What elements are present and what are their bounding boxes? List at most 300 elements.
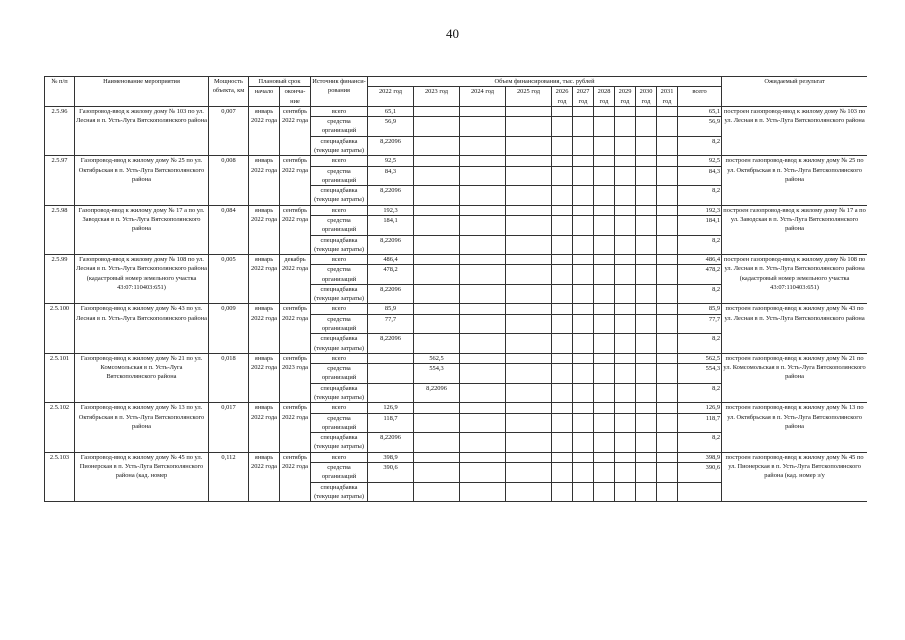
row-start: январь 2022 года	[249, 106, 280, 155]
row-year-cell	[594, 433, 615, 453]
row-year-cell	[636, 462, 657, 482]
row-total-sum: 77,7	[678, 314, 722, 334]
header-year: 2029 год	[615, 87, 636, 107]
row-year-cell	[657, 314, 678, 334]
row-year-cell	[636, 304, 657, 314]
row-year-cell	[636, 136, 657, 156]
row-year-cell: 56,9	[368, 117, 414, 137]
row-year-cell	[573, 433, 594, 453]
row-year-cell	[573, 452, 594, 462]
row-year-cell	[414, 403, 460, 413]
row-total-sum: 126,9	[678, 403, 722, 413]
row-year-cell	[573, 413, 594, 433]
row-year-cell	[615, 314, 636, 334]
row-capacity: 0,007	[209, 106, 249, 155]
row-year-cell	[636, 106, 657, 116]
row-year-cell	[573, 136, 594, 156]
row-year-cell: 192,3	[368, 205, 414, 215]
row-year-cell	[506, 166, 552, 186]
row-end: сентябрь 2022 года	[280, 304, 311, 353]
row-year-cell	[573, 117, 594, 137]
header-year: 2025 год	[506, 87, 552, 107]
row-year-cell	[460, 136, 506, 156]
row-end: сентябрь 2022 года	[280, 205, 311, 254]
row-year-cell	[414, 452, 460, 462]
row-year-cell	[552, 117, 573, 137]
row-name: Газопровод-ввод к жилому дому № 43 по ул. Лесная в п. Усть-Луга Вятскополянского района	[75, 304, 209, 353]
row-year-cell	[460, 383, 506, 403]
row-year-cell	[573, 403, 594, 413]
row-year-cell	[615, 413, 636, 433]
row-year-cell	[506, 314, 552, 334]
row-year-cell	[460, 334, 506, 354]
row-year-cell	[460, 186, 506, 206]
row-total-sum: 8,2	[678, 186, 722, 206]
row-year-cell	[657, 353, 678, 363]
row-year-cell	[506, 334, 552, 354]
header-source: Источник финанси-рования	[311, 77, 368, 107]
row-end: сентябрь 2022 года	[280, 156, 311, 205]
row-year-cell	[615, 117, 636, 137]
row-year-cell	[460, 205, 506, 215]
row-year-cell	[657, 364, 678, 384]
row-capacity: 0,017	[209, 403, 249, 452]
row-year-cell	[615, 304, 636, 314]
row-year-cell	[552, 462, 573, 482]
row-source-spec: спецнадбавка (текущие затраты)	[311, 186, 368, 206]
row-start: январь 2022 года	[249, 255, 280, 304]
row-year-cell	[552, 156, 573, 166]
row-year-cell	[636, 205, 657, 215]
row-year-cell	[573, 304, 594, 314]
row-year-cell	[573, 205, 594, 215]
row-year-cell	[636, 284, 657, 304]
row-year-cell	[657, 166, 678, 186]
row-number: 2.5.102	[45, 403, 75, 452]
row-year-cell	[615, 186, 636, 206]
row-year-cell	[414, 156, 460, 166]
row-year-cell: 8,22096	[368, 186, 414, 206]
row-year-cell	[552, 136, 573, 156]
row-year-cell	[594, 235, 615, 255]
row-end: сентябрь 2022 года	[280, 106, 311, 155]
row-year-cell	[657, 383, 678, 403]
row-year-cell	[657, 433, 678, 453]
row-year-cell	[414, 106, 460, 116]
row-year-cell	[594, 304, 615, 314]
row-year-cell: 184,1	[368, 215, 414, 235]
row-year-cell	[636, 166, 657, 186]
row-year-cell	[615, 462, 636, 482]
row-source-org: средства организаций	[311, 462, 368, 482]
row-year-cell: 8,22096	[368, 235, 414, 255]
row-year-cell	[573, 265, 594, 285]
row-source-org: средства организаций	[311, 166, 368, 186]
row-year-cell	[460, 117, 506, 137]
row-year-cell	[368, 482, 414, 502]
row-year-cell	[506, 353, 552, 363]
row-capacity: 0,005	[209, 255, 249, 304]
row-year-cell	[414, 186, 460, 206]
row-year-cell	[573, 353, 594, 363]
row-total-sum: 85,9	[678, 304, 722, 314]
row-year-cell	[636, 314, 657, 334]
row-year-cell	[552, 166, 573, 186]
row-source-org: средства организаций	[311, 265, 368, 285]
row-year-cell	[573, 383, 594, 403]
table-row	[45, 353, 868, 363]
row-capacity: 0,084	[209, 205, 249, 254]
row-year-cell	[368, 353, 414, 363]
row-year-cell	[460, 255, 506, 265]
row-year-cell	[414, 255, 460, 265]
table-body	[45, 106, 868, 501]
row-year-cell	[460, 265, 506, 285]
row-year-cell	[615, 265, 636, 285]
header-year: 2024 год	[460, 87, 506, 107]
row-year-cell	[460, 106, 506, 116]
table-row	[45, 156, 868, 166]
row-source-spec: спецнадбавка (текущие затраты)	[311, 334, 368, 354]
row-year-cell	[636, 403, 657, 413]
row-year-cell	[657, 403, 678, 413]
header-term-start: начало	[249, 87, 280, 107]
table-row	[45, 106, 868, 116]
row-year-cell	[460, 215, 506, 235]
row-year-cell	[636, 413, 657, 433]
header-year: 2022 год	[368, 87, 414, 107]
row-start: январь 2022 года	[249, 156, 280, 205]
row-year-cell	[615, 364, 636, 384]
row-capacity: 0,112	[209, 452, 249, 501]
row-year-cell	[506, 215, 552, 235]
row-year-cell	[657, 205, 678, 215]
row-total-sum: 56,9	[678, 117, 722, 137]
row-capacity: 0,008	[209, 156, 249, 205]
row-name: Газопровод-ввод к жилому дому № 13 по ул. Октябрьская в п. Усть-Луга Вятскополянского района	[75, 403, 209, 452]
row-year-cell	[657, 462, 678, 482]
row-total-sum: 398,9	[678, 452, 722, 462]
row-year-cell	[594, 482, 615, 502]
row-total-sum: 8,2	[678, 334, 722, 354]
row-year-cell	[573, 334, 594, 354]
row-year-cell	[506, 482, 552, 502]
row-year-cell	[506, 413, 552, 433]
row-year-cell	[506, 156, 552, 166]
row-year-cell	[615, 433, 636, 453]
row-year-cell	[594, 413, 615, 433]
row-year-cell	[552, 413, 573, 433]
row-year-cell	[594, 314, 615, 334]
row-year-cell	[368, 364, 414, 384]
row-year-cell	[506, 136, 552, 156]
row-year-cell: 118,7	[368, 413, 414, 433]
row-year-cell	[414, 117, 460, 137]
row-year-cell: 8,22096	[414, 383, 460, 403]
row-year-cell	[615, 156, 636, 166]
row-end: сентябрь 2022 года	[280, 452, 311, 501]
row-year-cell	[552, 265, 573, 285]
row-year-cell	[573, 166, 594, 186]
row-year-cell	[594, 205, 615, 215]
row-total-sum: 390,6	[678, 462, 722, 482]
row-year-cell	[414, 433, 460, 453]
header-year: 2030 год	[636, 87, 657, 107]
table-row	[45, 205, 868, 215]
row-year-cell	[552, 364, 573, 384]
row-year-cell	[460, 156, 506, 166]
row-year-cell	[414, 413, 460, 433]
row-year-cell	[506, 255, 552, 265]
row-year-cell	[506, 452, 552, 462]
row-total-sum	[678, 482, 722, 502]
row-source-total: всего	[311, 403, 368, 413]
row-year-cell	[657, 482, 678, 502]
row-year-cell	[594, 166, 615, 186]
row-year-cell	[460, 284, 506, 304]
row-year-cell: 486,4	[368, 255, 414, 265]
row-year-cell	[573, 462, 594, 482]
row-year-cell	[615, 452, 636, 462]
row-source-total: всего	[311, 452, 368, 462]
row-year-cell: 85,9	[368, 304, 414, 314]
header-result: Ожидаемый результат	[722, 77, 867, 107]
row-total-sum: 92,5	[678, 156, 722, 166]
row-year-cell	[615, 334, 636, 354]
row-year-cell	[573, 215, 594, 235]
row-year-cell	[615, 136, 636, 156]
row-year-cell	[636, 353, 657, 363]
row-year-cell	[615, 205, 636, 215]
row-source-spec: спецнадбавка (текущие затраты)	[311, 284, 368, 304]
row-year-cell	[636, 433, 657, 453]
row-year-cell	[657, 255, 678, 265]
row-total-sum: 8,2	[678, 136, 722, 156]
row-year-cell	[460, 482, 506, 502]
row-year-cell	[414, 284, 460, 304]
row-name: Газопровод-ввод к жилому дому № 108 по ул. Лесная в п. Усть-Луга Вятскополянского района (кадастровый номер земельного участка 43:07:110403:651)	[75, 255, 209, 304]
row-year-cell	[657, 156, 678, 166]
row-total-sum: 192,3	[678, 205, 722, 215]
row-year-cell	[552, 205, 573, 215]
header-planned-term: Плановый срок	[249, 77, 311, 87]
row-year-cell	[636, 334, 657, 354]
row-year-cell	[414, 205, 460, 215]
row-year-cell	[506, 383, 552, 403]
row-source-total: всего	[311, 255, 368, 265]
row-year-cell	[506, 205, 552, 215]
row-year-cell	[460, 413, 506, 433]
row-result: построен газопровод-ввод к жилому дому № 103 по ул. Лесная в п. Усть-Луга Вятскополянского района	[722, 106, 867, 155]
row-source-spec: спецнадбавка (текущие затраты)	[311, 482, 368, 502]
row-result: построен газопровод-ввод к жилому дому № 45 по ул. Пионерская в п. Усть-Луга Вятскополянского района (кад. номер з/у	[722, 452, 867, 501]
row-source-spec: спецнадбавка (текущие затраты)	[311, 433, 368, 453]
row-number: 2.5.103	[45, 452, 75, 501]
row-year-cell	[552, 433, 573, 453]
row-source-spec: спецнадбавка (текущие затраты)	[311, 235, 368, 255]
row-start: январь 2022 года	[249, 353, 280, 402]
row-year-cell: 8,22096	[368, 284, 414, 304]
row-year-cell	[594, 364, 615, 384]
row-year-cell	[552, 383, 573, 403]
header-total: всего	[678, 87, 722, 107]
row-year-cell: 398,9	[368, 452, 414, 462]
row-year-cell	[573, 364, 594, 384]
row-year-cell	[552, 334, 573, 354]
row-year-cell	[552, 106, 573, 116]
row-start: январь 2022 года	[249, 205, 280, 254]
row-year-cell	[414, 304, 460, 314]
row-source-total: всего	[311, 304, 368, 314]
row-year-cell	[552, 235, 573, 255]
row-year-cell	[657, 235, 678, 255]
row-year-cell	[615, 166, 636, 186]
row-year-cell	[636, 482, 657, 502]
row-year-cell	[506, 304, 552, 314]
row-year-cell	[594, 284, 615, 304]
row-source-org: средства организаций	[311, 413, 368, 433]
row-year-cell	[460, 235, 506, 255]
row-total-sum: 8,2	[678, 284, 722, 304]
row-year-cell	[506, 284, 552, 304]
table-row	[45, 304, 868, 314]
row-year-cell	[552, 186, 573, 206]
header-year: 2026 год	[552, 87, 573, 107]
row-source-org: средства организаций	[311, 314, 368, 334]
row-year-cell	[414, 482, 460, 502]
row-year-cell	[460, 433, 506, 453]
row-year-cell	[615, 215, 636, 235]
funding-table-container	[44, 76, 867, 640]
row-year-cell	[506, 433, 552, 453]
row-year-cell	[636, 186, 657, 206]
header-funding: Объем финансирования, тыс. рублей	[368, 77, 722, 87]
row-number: 2.5.101	[45, 353, 75, 402]
row-year-cell	[615, 403, 636, 413]
row-year-cell	[573, 255, 594, 265]
row-source-org: средства организаций	[311, 364, 368, 384]
row-source-spec: спецнадбавка (текущие затраты)	[311, 136, 368, 156]
row-year-cell	[657, 284, 678, 304]
row-year-cell	[414, 235, 460, 255]
row-year-cell	[657, 117, 678, 137]
row-start: январь 2022 года	[249, 304, 280, 353]
row-year-cell: 8,22096	[368, 433, 414, 453]
row-year-cell: 390,6	[368, 462, 414, 482]
row-year-cell	[594, 403, 615, 413]
row-year-cell	[414, 215, 460, 235]
row-result: построен газопровод-ввод к жилому дому № 17 а по ул. Заводская в п. Усть-Луга Вятскополянского района	[722, 205, 867, 254]
row-year-cell	[573, 482, 594, 502]
row-year-cell	[460, 403, 506, 413]
row-year-cell	[657, 334, 678, 354]
row-year-cell	[552, 403, 573, 413]
row-year-cell: 562,5	[414, 353, 460, 363]
row-result: построен газопровод-ввод к жилому дому № 13 по ул. Октябрьская в п. Усть-Луга Вятскополянского района	[722, 403, 867, 452]
row-year-cell: 478,2	[368, 265, 414, 285]
row-year-cell	[552, 255, 573, 265]
row-number: 2.5.96	[45, 106, 75, 155]
row-year-cell	[657, 452, 678, 462]
row-source-org: средства организаций	[311, 215, 368, 235]
table-row	[45, 255, 868, 265]
row-year-cell: 92,5	[368, 156, 414, 166]
row-result: построен газопровод-ввод к жилому дому № 43 по ул. Лесная в п. Усть-Луга Вятскополянского района	[722, 304, 867, 353]
row-year-cell	[414, 136, 460, 156]
row-number: 2.5.99	[45, 255, 75, 304]
row-year-cell	[573, 156, 594, 166]
row-year-cell	[636, 156, 657, 166]
table-row	[45, 452, 868, 462]
row-result: построен газопровод-ввод к жилому дому № 21 по ул. Комсомольская в п. Усть-Луга Вятскополянского района	[722, 353, 867, 402]
row-year-cell	[657, 304, 678, 314]
header-year: 2028 год	[594, 87, 615, 107]
header-name: Наименование мероприятия	[75, 77, 209, 107]
row-year-cell	[552, 452, 573, 462]
table-row	[45, 403, 868, 413]
row-year-cell	[594, 452, 615, 462]
row-year-cell	[594, 156, 615, 166]
row-year-cell	[552, 215, 573, 235]
row-name: Газопровод-ввод к жилому дому № 45 по ул. Пионерская в п. Усть-Луга Вятскополянского района (кад. номер	[75, 452, 209, 501]
row-year-cell	[636, 235, 657, 255]
row-year-cell	[552, 314, 573, 334]
row-year-cell	[460, 452, 506, 462]
row-year-cell	[636, 383, 657, 403]
row-end: сентябрь 2023 года	[280, 353, 311, 402]
row-source-total: всего	[311, 205, 368, 215]
row-source-spec: спецнадбавка (текущие затраты)	[311, 383, 368, 403]
row-year-cell	[460, 353, 506, 363]
row-total-sum: 562,5	[678, 353, 722, 363]
row-year-cell	[573, 284, 594, 304]
row-year-cell	[506, 462, 552, 482]
row-year-cell	[615, 255, 636, 265]
row-year-cell	[615, 284, 636, 304]
row-total-sum: 118,7	[678, 413, 722, 433]
row-total-sum: 184,1	[678, 215, 722, 235]
row-number: 2.5.100	[45, 304, 75, 353]
row-year-cell	[594, 255, 615, 265]
row-end: сентябрь 2022 года	[280, 403, 311, 452]
row-year-cell	[594, 353, 615, 363]
header-num: № п/п	[45, 77, 75, 107]
row-year-cell	[552, 304, 573, 314]
row-year-cell	[615, 383, 636, 403]
row-year-cell	[594, 106, 615, 116]
row-year-cell	[460, 304, 506, 314]
row-year-cell	[573, 106, 594, 116]
row-year-cell: 84,3	[368, 166, 414, 186]
page-number: 40	[446, 26, 459, 41]
row-year-cell	[636, 117, 657, 137]
row-year-cell	[573, 314, 594, 334]
row-year-cell	[506, 403, 552, 413]
row-year-cell	[594, 383, 615, 403]
row-year-cell	[657, 265, 678, 285]
row-year-cell	[657, 215, 678, 235]
row-total-sum: 554,3	[678, 364, 722, 384]
row-year-cell	[657, 186, 678, 206]
row-year-cell	[552, 353, 573, 363]
row-total-sum: 8,2	[678, 235, 722, 255]
row-year-cell	[506, 106, 552, 116]
row-year-cell	[636, 265, 657, 285]
header-term-end: оконча-ние	[280, 87, 311, 107]
row-result: построен газопровод-ввод к жилому дому № 25 по ул. Октябрьская в п. Усть-Луга Вятскополянского района	[722, 156, 867, 205]
row-year-cell	[594, 265, 615, 285]
header-year: 2027 год	[573, 87, 594, 107]
